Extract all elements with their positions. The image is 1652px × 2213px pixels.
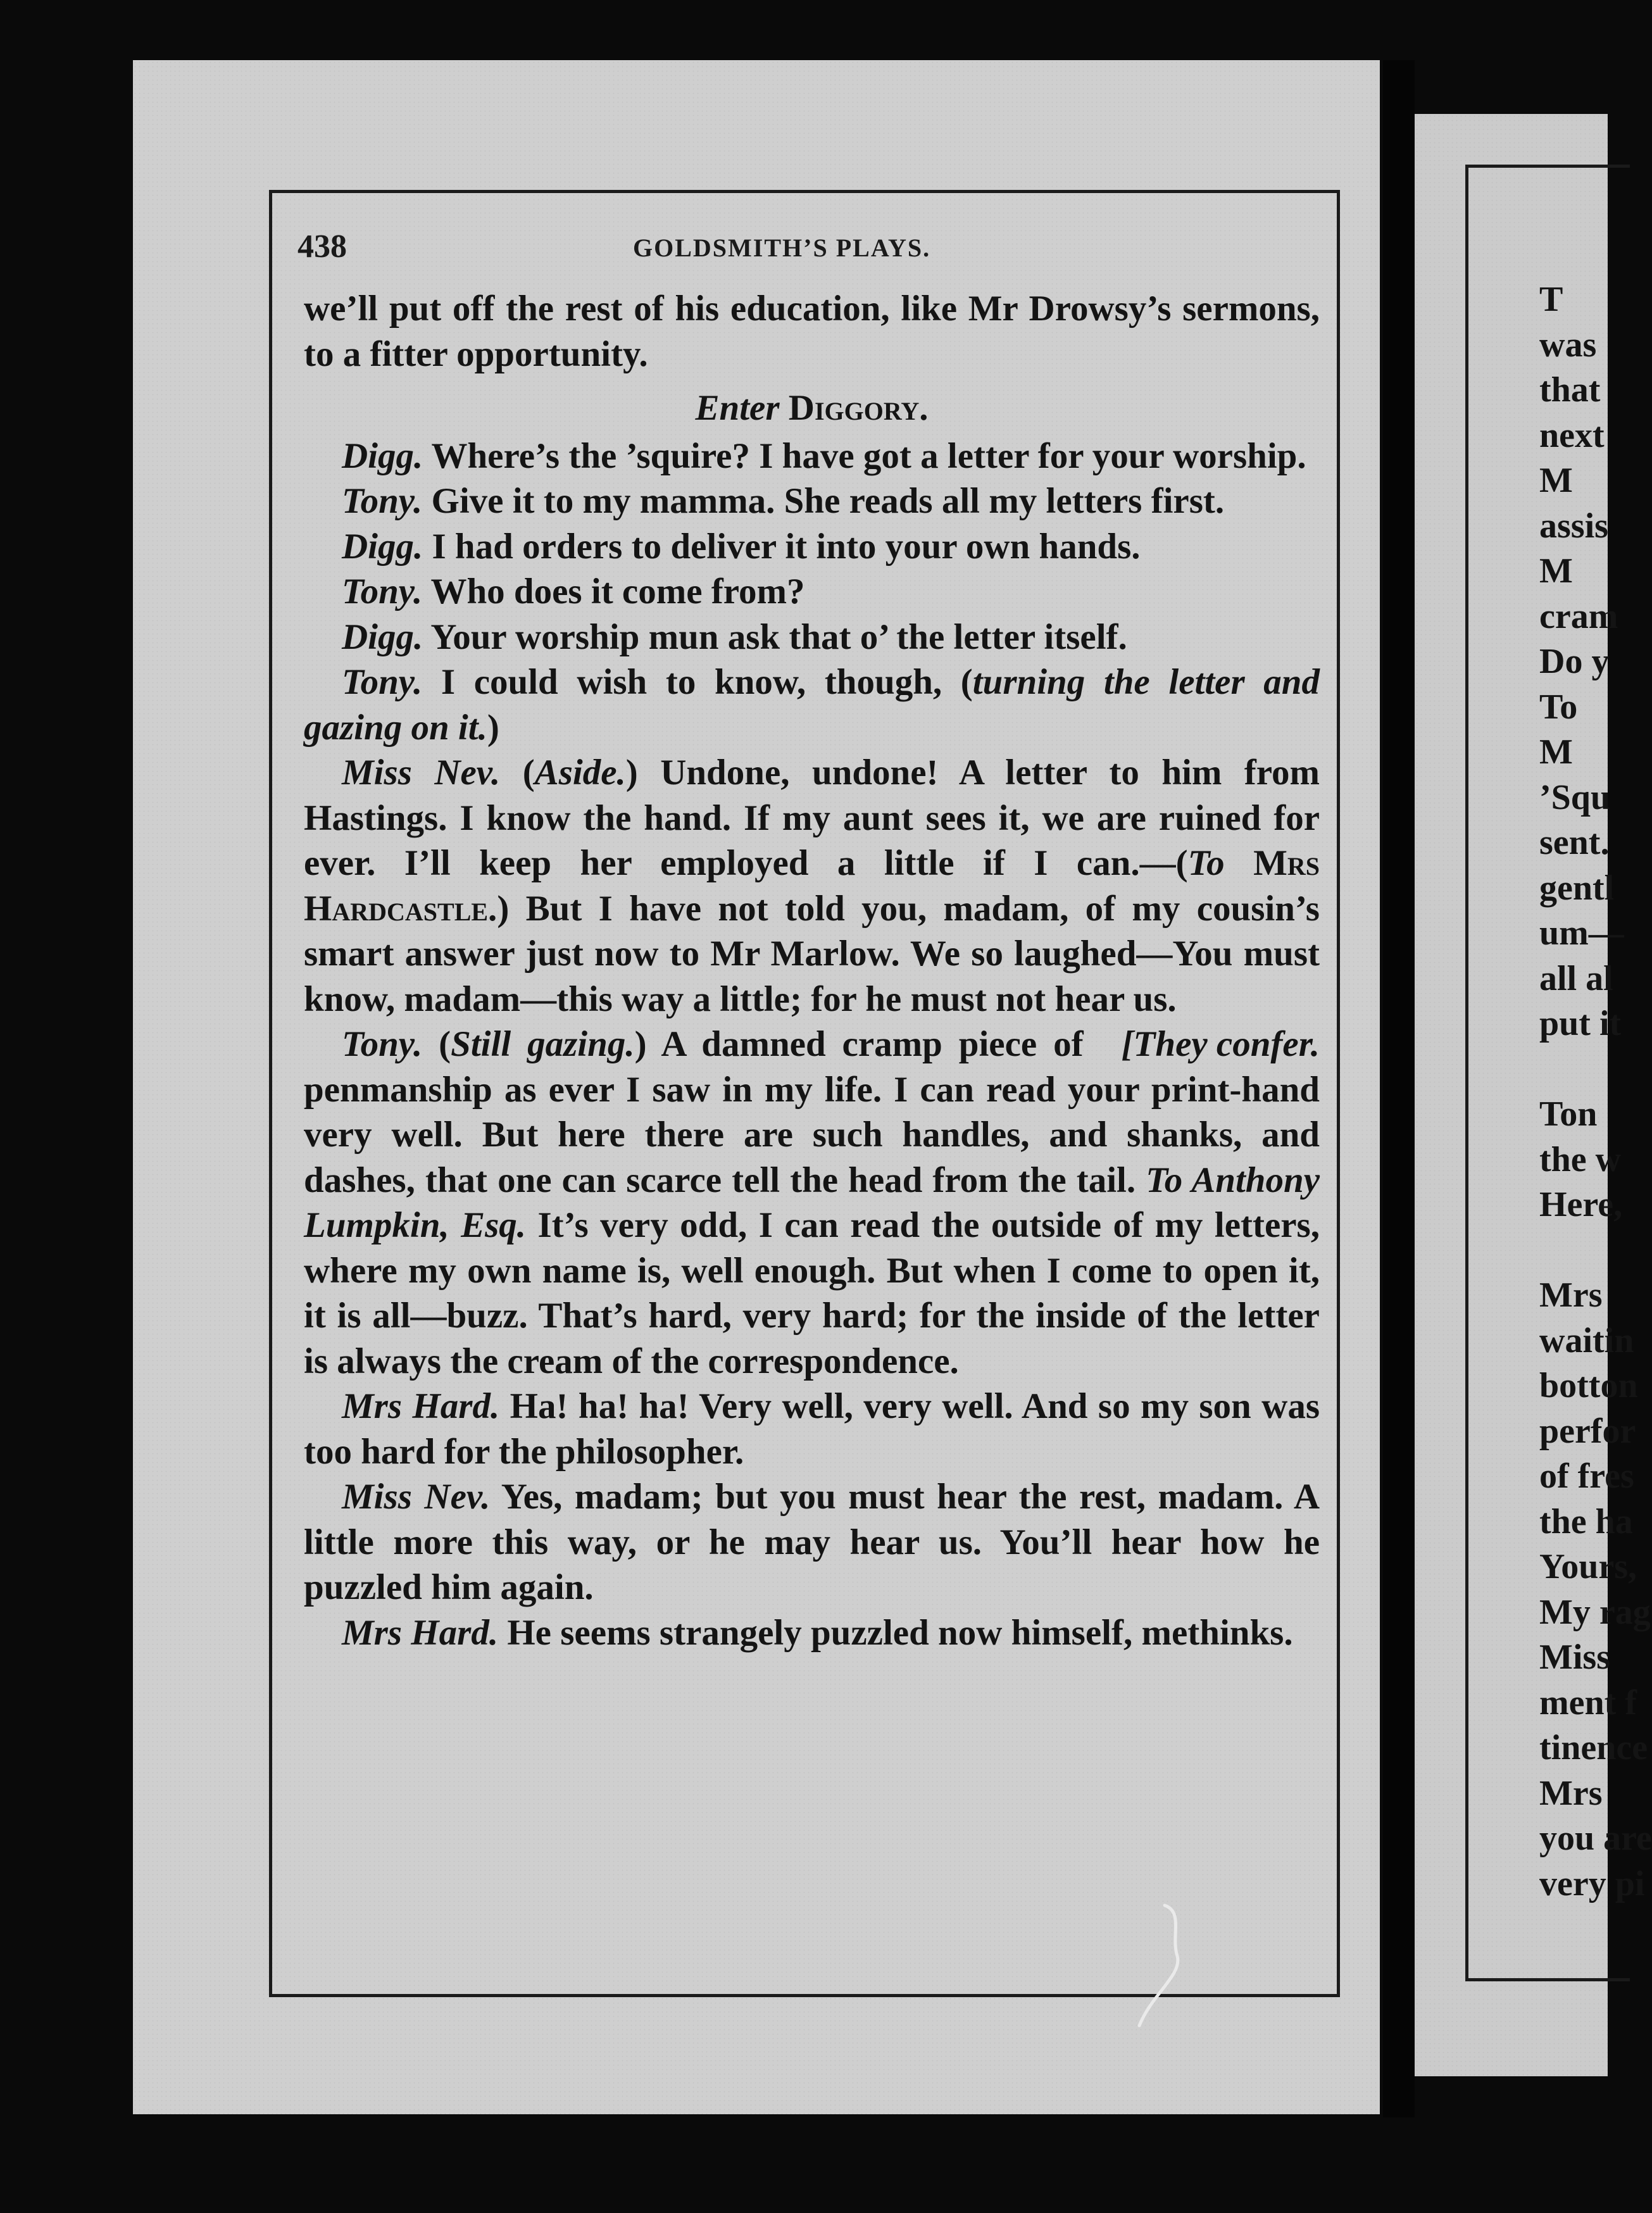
adjacent-page-line: To [1539,687,1578,727]
adjacent-page-line: botton [1539,1366,1638,1405]
dialogue-text: He seems strangely puzzled now himself, methinks. [507,1612,1293,1653]
dialogue-text: ) [487,707,499,748]
speaker-name: Tony. [342,481,423,521]
dialogue-text: Your worship mun ask that o’ the letter itself. [430,617,1127,657]
adjacent-page-line: um— [1539,913,1624,953]
adjacent-page-line [1539,1047,1608,1093]
character-name: Mrs Hardcastle. [304,843,1320,929]
speaker-name: Tony. [342,662,423,702]
adjacent-page-line: assis [1539,506,1608,546]
adjacent-page-line: Ton [1539,1094,1598,1134]
stage-direction-italic: Enter [695,388,780,428]
dialogue-text: ( [522,753,535,793]
adjacent-page-line: T [1539,280,1563,319]
dialogue-text: ( [439,1024,451,1064]
adjacent-page-text [1539,277,1652,1907]
adjacent-page-line: M [1539,732,1573,772]
stage-direction-enter [304,386,1320,431]
speaker-name: Mrs Hard. [342,1386,500,1426]
running-title: GOLDSMITH’S PLAYS. [633,234,931,262]
dialogue-text: ) A damned cramp piece of penmanship as ever I saw in my life. I can read your print-hand very well. But here there are such handles, and shanks, and dashes, that one can scarce tell the head from the tail. [304,1024,1320,1200]
page-header [297,228,1310,272]
adjacent-page-line: gentl [1539,868,1615,908]
dialogue-line [304,434,1320,479]
dialogue-text: ) But I have not told you, madam, of my cousin’s smart answer just now to Mr Marlow. We so laughed—You must know, madam—this way a little; for he must not hear us. [304,888,1320,1019]
book-gutter [1383,60,1415,2117]
adjacent-page-line: the ha [1539,1501,1633,1541]
page-body [304,286,1320,1655]
speaker-name: Miss Nev. [342,753,501,793]
dialogue-line [304,569,1320,615]
adjacent-page-line: next [1539,415,1605,455]
paragraph-text: we’ll put off the rest of his education, like Mr Drowsy’s sermons, to a fitter opportunity. [304,289,1320,374]
dialogue-line [304,524,1320,570]
dialogue-text: Give it to my mamma. She reads all my letters first. [431,481,1225,521]
adjacent-page-line: was [1539,325,1597,365]
adjacent-page-line: perfor [1539,1411,1636,1451]
speaker-name: Digg. [342,526,423,567]
adjacent-page-line: you are [1539,1819,1652,1858]
ink-scribble-mark [1127,1899,1203,2038]
letter-address-italic: To Anthony Lumpkin, Esq. [304,1160,1320,1245]
dialogue-line [304,1022,1320,1384]
stage-direction-italic: To [1187,843,1225,883]
adjacent-page-line: Do y [1539,642,1610,681]
speaker-name: Mrs Hard. [342,1612,499,1653]
dialogue-text: ) Undone, undone! A letter to him from Hastings. I know the hand. If my aunt sees it, we are ruined for ever. I’ll keep her employed a little if I can.—( [304,753,1320,883]
dialogue-line [304,1384,1320,1474]
adjacent-page-line: very pi [1539,1864,1645,1903]
speaker-name: Digg. [342,617,423,657]
dialogue-line [304,1474,1320,1610]
stage-direction-exit: [They confer. [1121,1024,1320,1064]
adjacent-page-line: waitin [1539,1320,1634,1360]
dialogue-text: Ha! ha! ha! Very well, very well. And so my son was too hard for the philosopher. [304,1386,1320,1472]
adjacent-page-line: put it [1539,1004,1622,1043]
dialogue-text: Yes, madam; but you must hear the rest, madam. A little more this way, or he may hear us. You’ll hear how he puzzled him again. [304,1477,1320,1607]
speaker-name: Miss Nev. [342,1477,491,1517]
dialogue-text: I had orders to deliver it into your own hands. [432,526,1141,567]
dialogue-text: Where’s the ’squire? I have got a letter for your worship. [431,436,1306,476]
paragraph [304,286,1320,377]
stage-direction-italic: turning the letter and gazing on it. [304,662,1320,748]
adjacent-page-line [1539,1228,1608,1274]
adjacent-page-line: Mrs [1539,1276,1603,1315]
dialogue-line [304,660,1320,750]
adjacent-page-line: ’Squ [1539,777,1611,817]
adjacent-page-line: the w [1539,1139,1622,1179]
speaker-name: Digg. [342,436,423,476]
adjacent-page-line: of fres [1539,1457,1634,1496]
adjacent-page-line: tinence [1539,1728,1648,1767]
adjacent-page-line: M [1539,461,1573,500]
page-number: 438 [297,229,347,265]
adjacent-page-line: cram [1539,596,1618,636]
dialogue-text: Who does it come from? [430,572,805,611]
speaker-name: Tony. [342,572,423,611]
character-name: Diggory. [788,388,929,428]
dialogue-line [304,1610,1320,1656]
adjacent-page-line: Miss [1539,1638,1610,1677]
speaker-name: Tony. [342,1024,423,1064]
adjacent-page-line: all al [1539,958,1613,998]
adjacent-page-line: Mrs [1539,1773,1603,1813]
adjacent-page-line: M [1539,551,1573,591]
adjacent-page-line: My rag [1539,1592,1651,1632]
dialogue-text: I could wish to know, though, ( [441,662,973,702]
adjacent-page-line: Here, [1539,1185,1623,1224]
adjacent-page-line: Yours, [1539,1547,1637,1586]
dialogue-line [304,615,1320,660]
adjacent-page-line: ment f [1539,1683,1637,1722]
stage-direction-italic: Still gazing. [451,1024,635,1064]
adjacent-page-line: that [1539,370,1601,410]
dialogue-line [304,479,1320,524]
stage-direction-italic: Aside. [534,753,626,793]
dialogue-text: It’s very odd, I can read the outside of my letters, where my own name is, well enough. But when I come to open it, it is all—buzz. That’s hard, very hard; for the inside of the letter is always the cream of the correspondence. [304,1205,1320,1381]
adjacent-page-line: sent. [1539,823,1610,862]
